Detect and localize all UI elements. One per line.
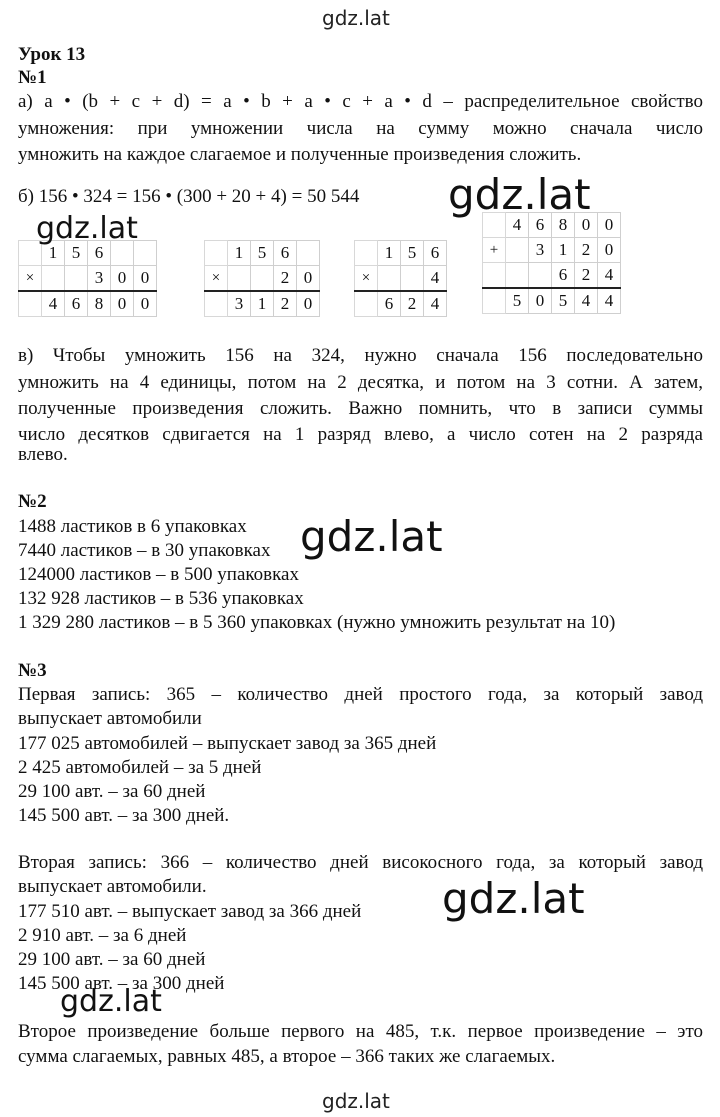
watermark-bottom: gdz.lat — [322, 1089, 390, 1113]
grid-cell: 1 — [552, 238, 575, 263]
grid-cell: 5 — [506, 288, 529, 314]
grid-cell: 2 — [575, 238, 598, 263]
grid-cell: 4 — [42, 291, 65, 317]
task1-v-line-5: влево. — [18, 444, 68, 465]
task3-first-line-1: Первая запись: 365 – количество дней простого года, за который завод — [18, 684, 703, 705]
grid-cell: 2 — [274, 266, 297, 292]
grid-cell — [355, 291, 378, 317]
grid-cell — [228, 266, 251, 292]
grid-cell: 2 — [401, 291, 424, 317]
grid-cell: 0 — [134, 266, 157, 292]
multiplication-grid-1 — [18, 240, 157, 317]
task1-b-line: б) 156 • 324 = 156 • (300 + 20 + 4) = 50 544 — [18, 186, 360, 207]
grid-cell: 0 — [134, 291, 157, 317]
grid-cell — [42, 266, 65, 292]
grid-cell — [355, 241, 378, 266]
grid-cell: 6 — [65, 291, 88, 317]
watermark-top: gdz.lat — [322, 6, 390, 30]
grid-cell: 0 — [297, 291, 320, 317]
task3-first-line-4: 2 425 автомобилей – за 5 дней — [18, 757, 262, 778]
task3-conclusion-line-2: сумма слагаемых, равных 485, а второе – 366 таких же слагаемых. — [18, 1046, 556, 1067]
grid-cell: 6 — [88, 241, 111, 266]
grid-cell: 6 — [529, 213, 552, 238]
grid-cell: 6 — [424, 241, 447, 266]
grid-cell: 0 — [529, 288, 552, 314]
grid-cell: 6 — [274, 241, 297, 266]
grid-cell: 3 — [228, 291, 251, 317]
grid-cell: 3 — [88, 266, 111, 292]
grid-cell: 4 — [506, 213, 529, 238]
grid-cell — [401, 266, 424, 292]
grid-cell: 5 — [65, 241, 88, 266]
task2-line-4: 132 928 ластиков – в 536 упаковках — [18, 588, 304, 609]
grid-cell: 1 — [228, 241, 251, 266]
grid-cell: 4 — [598, 288, 621, 314]
grid-cell: 0 — [575, 213, 598, 238]
grid-cell: 0 — [598, 213, 621, 238]
grid-cell: 6 — [552, 263, 575, 289]
task3-first-line-2: выпускает автомобили — [18, 708, 202, 729]
grid-cell: 0 — [111, 266, 134, 292]
grid-cell: 8 — [88, 291, 111, 317]
watermark-overlay-4: gdz.lat — [442, 874, 585, 923]
grid-cell: 6 — [378, 291, 401, 317]
task1-v-line-2: умножить на 4 единицы, потом на 2 десятка, и потом на 3 сотни. А затем, — [18, 372, 703, 393]
task2-line-3: 124000 ластиков – в 500 упаковках — [18, 564, 299, 585]
grid-cell — [19, 291, 42, 317]
watermark-overlay-1: gdz.lat — [448, 170, 591, 219]
grid-cell: 1 — [42, 241, 65, 266]
task3-first-line-3: 177 025 автомобилей – выпускает завод за 365 дней — [18, 733, 437, 754]
task3-second-line-6: 145 500 авт. – за 300 дней — [18, 973, 225, 994]
task1-number: №1 — [18, 67, 47, 88]
multiplication-grid-2 — [204, 240, 320, 317]
grid-cell: 1 — [378, 241, 401, 266]
task1-a-line-1: а) a • (b + c + d) = a • b + a • c + a • d – распределительное свойство — [18, 91, 703, 112]
grid-cell: 8 — [552, 213, 575, 238]
grid-cell: 2 — [274, 291, 297, 317]
grid-cell: 1 — [251, 291, 274, 317]
watermark-overlay-2: gdz.lat — [36, 211, 138, 246]
task1-v-line-4: число десятков сдвигается на 1 разряд влево, а число сотен на 2 разряда — [18, 424, 703, 445]
grid-cell: 5 — [251, 241, 274, 266]
multiplication-grid-3 — [354, 240, 447, 317]
grid-cell: 0 — [297, 266, 320, 292]
grid-cell: 0 — [598, 238, 621, 263]
grid-cell — [483, 288, 506, 314]
task3-first-line-5: 29 100 авт. – за 60 дней — [18, 781, 206, 802]
grid-cell: 0 — [111, 291, 134, 317]
task1-v-line-1: в) Чтобы умножить 156 на 324, нужно сначала 156 последовательно — [18, 345, 703, 366]
grid-cell — [205, 291, 228, 317]
task1-v-line-3: полученные произведения сложить. Важно помнить, что в записи суммы — [18, 398, 703, 419]
grid-cell — [205, 241, 228, 266]
grid-cell — [251, 266, 274, 292]
grid-cell — [506, 263, 529, 289]
task3-first-line-6: 145 500 авт. – за 300 дней. — [18, 805, 230, 826]
grid-cell: 3 — [529, 238, 552, 263]
task3-second-line-2: выпускает автомобили. — [18, 876, 207, 897]
grid-cell — [483, 263, 506, 289]
grid-cell: 4 — [424, 266, 447, 292]
grid-cell — [378, 266, 401, 292]
plus-sign: + — [483, 238, 506, 263]
watermark-overlay-5: gdz.lat — [60, 984, 162, 1019]
task1-a-line-2: умножения: при умножении числа на сумму можно сначала число — [18, 118, 703, 139]
grid-cell: 5 — [552, 288, 575, 314]
addition-grid — [482, 212, 621, 314]
task1-a-line-3: умножить на каждое слагаемое и полученные произведения сложить. — [18, 144, 582, 165]
grid-cell — [297, 241, 320, 266]
multiply-sign: × — [19, 266, 42, 292]
watermark-overlay-3: gdz.lat — [300, 512, 443, 561]
grid-cell — [65, 266, 88, 292]
task3-conclusion-line-1: Второе произведение больше первого на 485, т.к. первое произведение – это — [18, 1021, 703, 1042]
task3-number: №3 — [18, 660, 47, 681]
task3-second-line-4: 2 910 авт. – за 6 дней — [18, 925, 187, 946]
grid-cell: 5 — [401, 241, 424, 266]
grid-cell — [529, 263, 552, 289]
task3-second-line-1: Вторая запись: 366 – количество дней високосного года, за который завод — [18, 852, 703, 873]
grid-cell: 2 — [575, 263, 598, 289]
task2-number: №2 — [18, 491, 47, 512]
multiply-sign: × — [205, 266, 228, 292]
grid-cell: 4 — [598, 263, 621, 289]
task2-line-2: 7440 ластиков – в 30 упаковках — [18, 540, 271, 561]
lesson-title: Урок 13 — [18, 44, 86, 65]
grid-cell: 4 — [575, 288, 598, 314]
task2-line-1: 1488 ластиков в 6 упаковках — [18, 516, 247, 537]
task3-second-line-3: 177 510 авт. – выпускает завод за 366 дней — [18, 901, 362, 922]
task2-line-5: 1 329 280 ластиков – в 5 360 упаковках (нужно умножить результат на 10) — [18, 612, 616, 633]
multiply-sign: × — [355, 266, 378, 292]
task3-second-line-5: 29 100 авт. – за 60 дней — [18, 949, 206, 970]
grid-cell — [506, 238, 529, 263]
grid-cell: 4 — [424, 291, 447, 317]
